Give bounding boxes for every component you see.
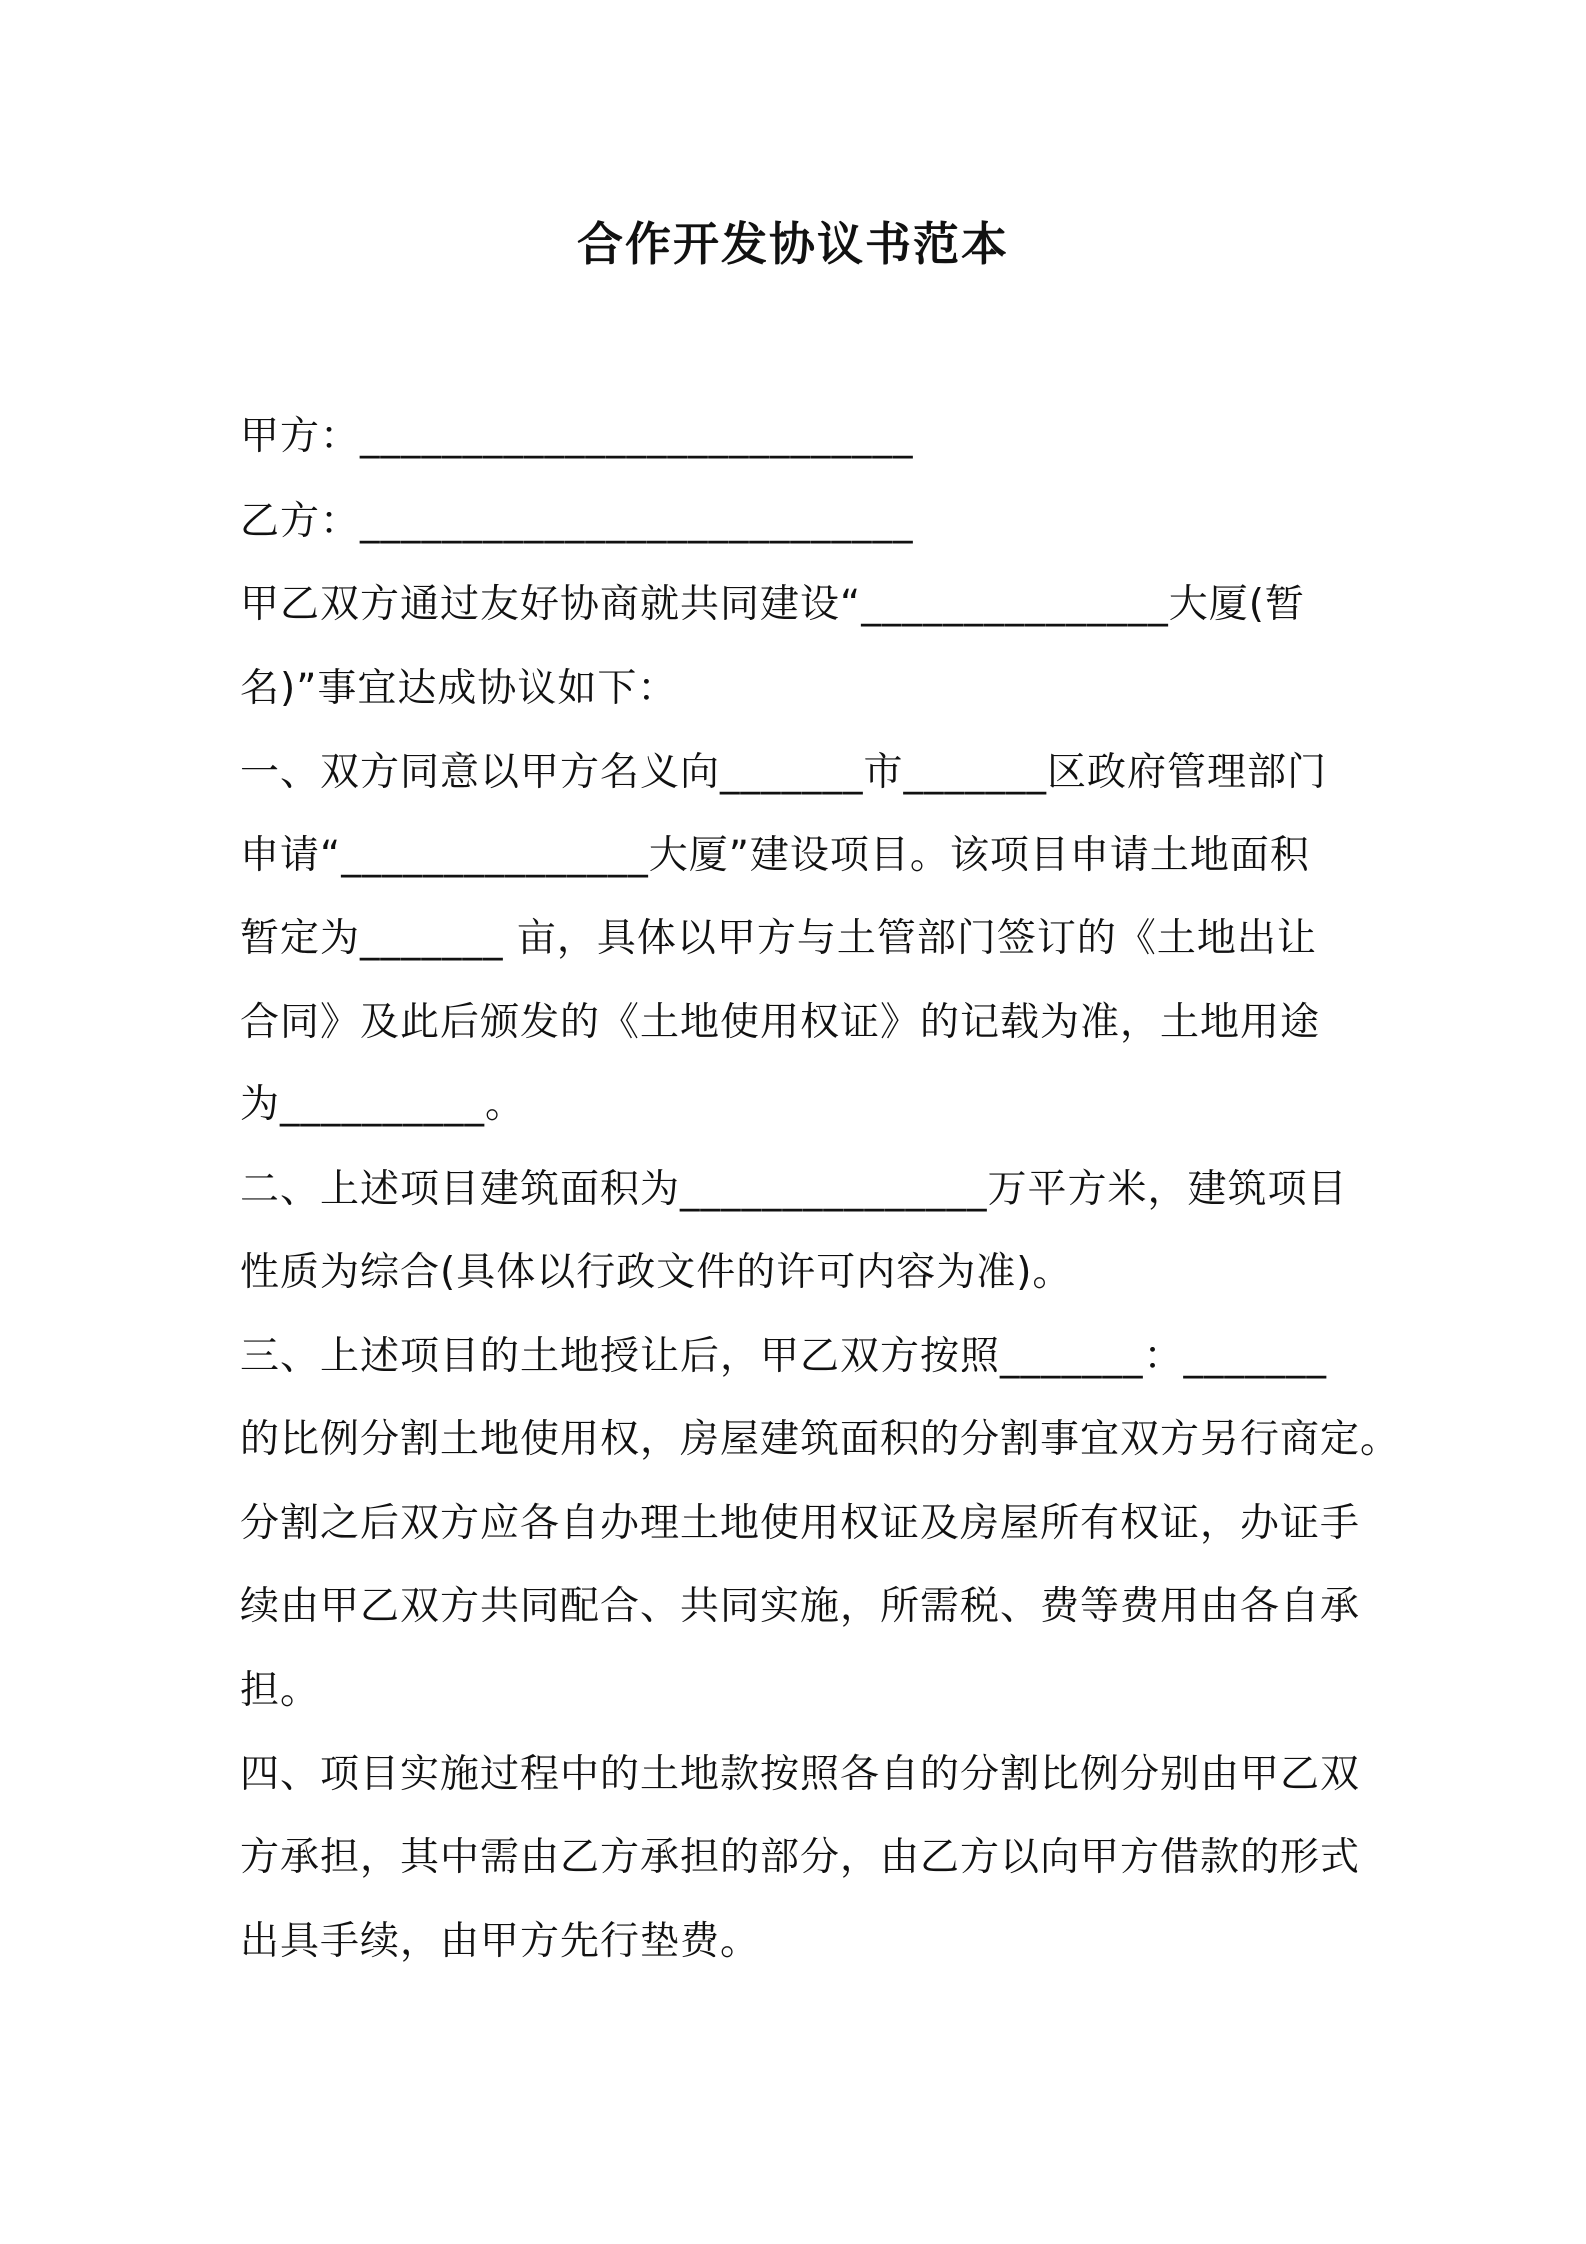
- article-1-line: 申请“_______________大厦”建设项目。该项目申请土地面积: [240, 833, 1310, 878]
- article-1-line: 合同》及此后颁发的《土地使用权证》的记载为准，土地用途: [240, 1000, 1321, 1045]
- preamble-line: 甲乙双方通过友好协商就共同建设“_______________大厦(暂: [240, 582, 1305, 627]
- article-2-line: 二、上述项目建筑面积为_______________万平方米，建筑项目: [240, 1167, 1348, 1212]
- article-4-line: 四、项目实施过程中的土地款按照各自的分割比例分别由甲乙双: [240, 1752, 1361, 1797]
- article-3-line: 担。: [240, 1668, 321, 1713]
- article-1-line: 暂定为_______ 亩，具体以甲方与土管部门签订的《土地出让: [240, 916, 1317, 961]
- article-3-line: 三、上述项目的土地授让后，甲乙双方按照_______：_______: [240, 1334, 1328, 1379]
- article-4-line: 方承担，其中需由乙方承担的部分，由乙方以向甲方借款的形式: [240, 1835, 1361, 1880]
- article-1-line: 一、双方同意以甲方名义向_______市_______区政府管理部门: [240, 750, 1328, 795]
- article-3-line: 分割之后双方应各自办理土地使用权证及房屋所有权证，办证手: [240, 1501, 1361, 1546]
- preamble-line: 名)”事宜达成协议如下：: [240, 666, 678, 711]
- party-b-line: 乙方：___________________________: [240, 499, 914, 544]
- article-3-line: 续由甲乙双方共同配合、共同实施，所需税、费等费用由各自承: [240, 1584, 1361, 1629]
- article-1-line: 为__________。: [240, 1082, 526, 1127]
- article-2-line: 性质为综合(具体以行政文件的许可内容为准)。: [240, 1250, 1073, 1295]
- article-4-line: 出具手续，由甲方先行垫费。: [240, 1919, 761, 1964]
- document-title: 合作开发协议书范本: [577, 217, 1009, 271]
- article-3-line: 的比例分割土地使用权，房屋建筑面积的分割事宜双方另行商定。: [240, 1417, 1401, 1462]
- party-a-line: 甲方：___________________________: [240, 414, 914, 459]
